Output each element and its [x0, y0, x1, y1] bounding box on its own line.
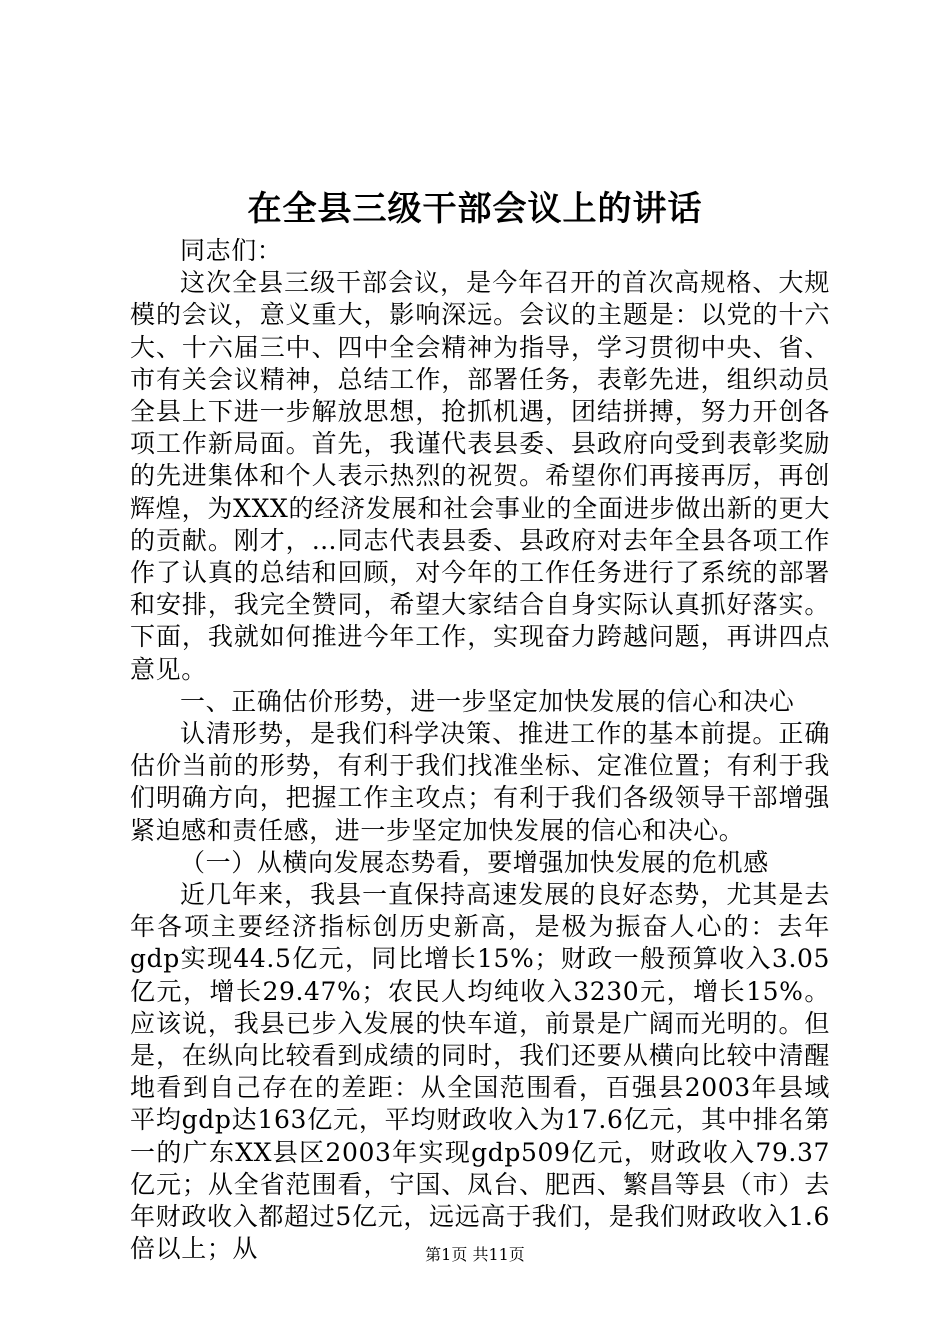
- section-heading-1: 一、正确估价形势，进一步坚定加快发展的信心和决心: [180, 686, 795, 716]
- page-number-footer: 第1页 共11页: [425, 1245, 525, 1264]
- document-body: [130, 235, 830, 1266]
- body-paragraph: 认清形势，是我们科学决策、推进工作的基本前提。正确估价当前的形势，有利于我们找准坐标、定准位置；有利于我们明确方向，把握工作主攻点；有利于我们各级领导干部增强紧迫感和责任感，进一步坚定加快发展的信心和决心。: [130, 719, 830, 845]
- salutation-paragraph: 同志们：: [180, 236, 283, 265]
- body-paragraph: 近几年来，我县一直保持高速发展的良好态势，尤其是去年各项主要经济指标创历史新高，是极为振奋人心的：去年gdp实现44.5亿元，同比增长15%；财政一般预算收入3.05亿元，增长29.47%；农民人均纯收入3230元，增长15%。应该说，我县已步入发展的快车道，前景是广阔而光明的。但是，在纵向比较看到成绩的同时，我们还要从横向比较中清醒地看到自己存在的差距：从全国范围看，百强县2003年县域平均gdp达163亿元，平均财政收入为17.6亿元，其中排名第一的广东XX县区2003年实现gdp509亿元，财政收入79.37亿元；从全省范围看，宁国、凤台、肥西、繁昌等县（市）去年财政收入都超过5亿元，远远高于我们，是我们财政收入1.6倍以上；从: [130, 880, 830, 1264]
- intro-paragraph: 这次全县三级干部会议，是今年召开的首次高规格、大规模的会议，意义重大，影响深远。会议的主题是：以党的十六大、十六届三中、四中全会精神为指导，学习贯彻中央、省、市有关会议精神，总结工作，部署任务，表彰先进，组织动员全县上下进一步解放思想，抢抓机遇，团结拼搏，努力开创各项工作新局面。首先，我谨代表县委、县政府向受到表彰奖励的先进集体和个人表示热烈的祝贺。希望你们再接再厉，再创辉煌，为XXX的经济发展和社会事业的全面进步做出新的更大的贡献。刚才，…同志代表县委、县政府对去年全县各项工作作了认真的总结和回顾，对今年的工作任务进行了系统的部署和安排，我完全赞同，希望大家结合自身实际认真抓好落实。下面，我就如何推进今年工作，实现奋力跨越问题，再讲四点意见。: [130, 268, 830, 684]
- document-title: 在全县三级干部会议上的讲话: [247, 189, 703, 229]
- subsection-heading-1: （一）从横向发展态势看，要增强加快发展的危机感: [180, 847, 769, 877]
